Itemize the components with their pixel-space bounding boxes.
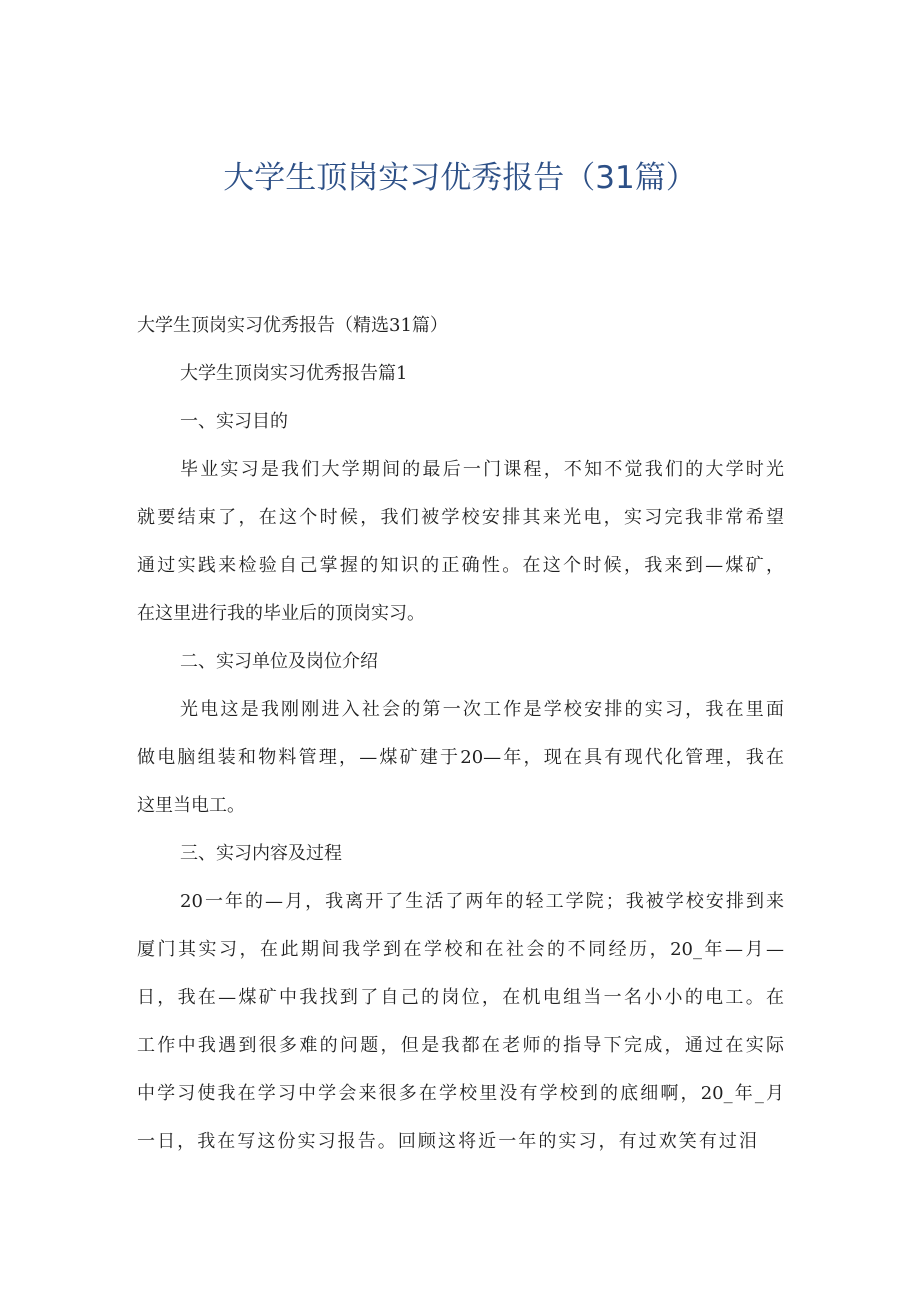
paragraph-line: 日，我在—煤矿中我找到了自己的岗位，在机电组当一名小小的电工。在	[137, 987, 784, 1008]
section-heading: 二、实习单位及岗位介绍	[180, 651, 378, 672]
document-subtitle: 大学生顶岗实习优秀报告（精选31篇）	[137, 315, 448, 336]
paragraph-line: 工作中我遇到很多难的问题，但是我都在老师的指导下完成，通过在实际	[137, 1035, 784, 1056]
paragraph-line: 光电这是我刚刚进入社会的第一次工作是学校安排的实习，我在里面	[180, 699, 784, 720]
paragraph-line: 在这里进行我的毕业后的顶岗实习。	[137, 603, 425, 624]
article-heading: 大学生顶岗实习优秀报告篇1	[180, 363, 408, 384]
paragraph-line: 通过实践来检验自己掌握的知识的正确性。在这个时候，我来到—煤矿，	[137, 555, 784, 576]
document-title: 大学生顶岗实习优秀报告（31篇）	[223, 160, 697, 196]
paragraph-line: 这里当电工。	[137, 795, 245, 816]
paragraph-line: 就要结束了，在这个时候，我们被学校安排其来光电，实习完我非常希望	[137, 507, 784, 528]
paragraph-line: 做电脑组装和物料管理，—煤矿建于20—年，现在具有现代化管理，我在	[137, 747, 784, 768]
paragraph-line: 中学习使我在学习中学会来很多在学校里没有学校到的底细啊，20_年_月	[137, 1083, 784, 1104]
paragraph-line: 厦门其实习，在此期间我学到在学校和在社会的不同经历，20_年—月—	[137, 939, 784, 960]
section-heading: 一、实习目的	[180, 411, 288, 432]
paragraph-line: 20一年的—月，我离开了生活了两年的轻工学院；我被学校安排到来	[180, 891, 784, 912]
paragraph-line: 毕业实习是我们大学期间的最后一门课程，不知不觉我们的大学时光	[180, 459, 784, 480]
section-heading: 三、实习内容及过程	[180, 843, 342, 864]
paragraph-line: 一日，我在写这份实习报告。回顾这将近一年的实习，有过欢笑有过泪	[137, 1131, 757, 1152]
